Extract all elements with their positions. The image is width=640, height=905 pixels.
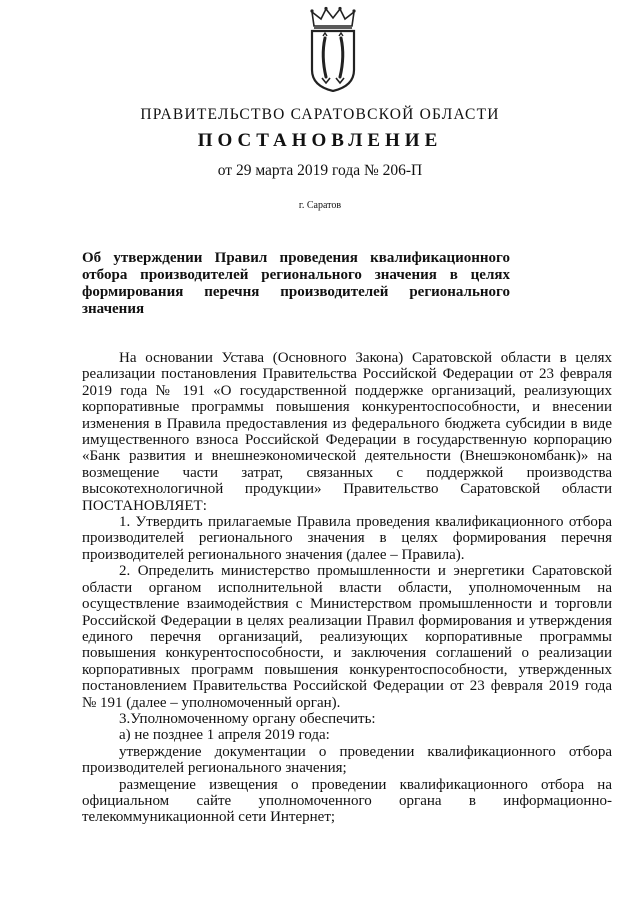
document-title: Об утверждении Правил проведения квалификационного отбора производителей регионального значения в целях формирования перечня производителей регионального значения (82, 250, 510, 317)
city: г. Саратов (298, 200, 342, 211)
document-type: ПОСТАНОВЛЕНИЕ (197, 130, 443, 151)
paragraph: 2. Определить министерство промышленности и энергетики Саратовской области органом исполнительной власти области, уполномоченным на осуществление взаимодействия с Министерством промышленности и торговли Российской Федерации в целях реализации Правил формирования и утверждения единого перечня организаций, реализующих корпоративные программы повышения конкурентоспособности, и заключения соглашений о реализации корпоративных программ повышения конкурентоспособности, утвержденных постановлением Правительства Российской Федерации от 23 февраля 2019 года № 191 (далее – уполномоченный орган). (82, 563, 612, 711)
document-body (82, 350, 612, 826)
paragraph: 3.Уполномоченному органу обеспечить: (119, 710, 376, 727)
paragraph: а) не позднее 1 апреля 2019 года: (119, 727, 330, 744)
paragraph: утверждение документации о проведении квалификационного отбора производителей регионального значения; (82, 743, 612, 777)
date-and-number: от 29 марта 2019 года № 206-П (217, 162, 423, 179)
paragraph: 1. Утвердить прилагаемые Правила проведения квалификационного отбора производителей регионального значения в целях формирования перечня производителей регионального значения (далее – Правила). (82, 514, 612, 563)
coat-of-arms-icon (308, 6, 358, 92)
government-name: ПРАВИТЕЛЬСТВО САРАТОВСКОЙ ОБЛАСТИ (140, 106, 500, 123)
paragraph: На основании Устава (Основного Закона) Саратовской области в целях реализации постановления Правительства Российской Федерации от 23 февраля 2019 года № 191 «О государственной поддержке организаций, реализующих корпоративные программы повышения конкурентоспособности, и внесении изменения в Правила предоставления из федерального бюджета субсидии в виде имущественного взноса Российской Федерации в государственную корпорацию «Банк развития и внешнеэкономической деятельности (Внешэкономбанк)» на возмещение части затрат, связанных с поддержкой производства высокотехнологичной продукции» Правительство Саратовской области ПОСТАНОВЛЯЕТ: (82, 350, 612, 514)
paragraph: размещение извещения о проведении квалификационного отбора на официальном сайте уполномоченного органа в информационно-телекоммуникационной сети Интернет; (82, 776, 612, 826)
